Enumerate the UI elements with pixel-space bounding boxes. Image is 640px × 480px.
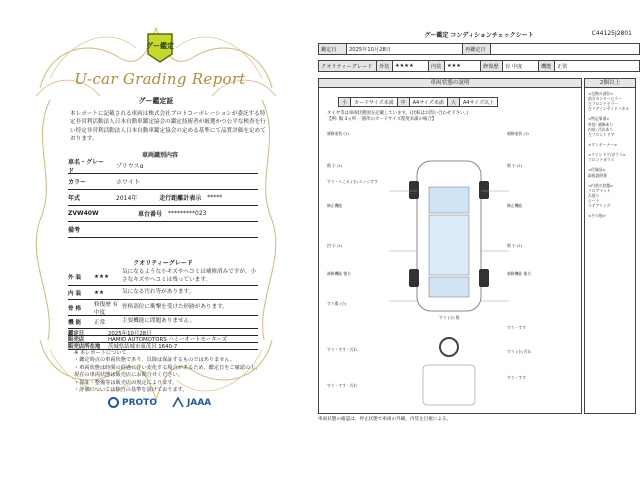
row-label: 車台番号 [138,211,163,218]
side-heading: 2個以上 [585,79,635,88]
side-note-line: 左フロントドア [588,131,615,137]
quality-row-frame [68,300,258,316]
note-line: ・鑑定時点の車両状態であり、以降は保証するものではありません。 [74,357,236,364]
quality-row-function [68,316,258,329]
quality-stars: 正常 [94,320,106,326]
side-note-line: フロアマット [588,187,611,193]
wheel-front-left [409,181,419,199]
wheel-rear-left [409,269,419,287]
proto-logo [108,397,157,408]
interior-label: 内装 [429,61,445,72]
jaaa-mark-icon [172,397,184,408]
legend-desc: A4サイズ未満 [409,98,447,107]
legend-size: 大 [447,98,459,107]
callout-label: 補修塗装 (1) [327,131,349,136]
function-label: 機能 [539,61,555,72]
side-note-line: <内装の状態> [588,182,614,188]
legend-note-line: 【例: 傷 3ヵ所 一箇所のカードサイズ程度未満の場合】 [327,117,437,122]
row-label: 年式 [68,195,81,202]
side-note-line: ステアリング [588,203,611,209]
vehicle-row-name [68,158,258,174]
legend-size: 小 [339,98,351,107]
legend-note [327,111,577,123]
row-value: プリウスα [116,163,144,170]
callout-label: すり (小) 汚れ [507,349,532,354]
side-note-line: 前方センターピラー [588,96,623,102]
certificate-intro-text: 本レポートに記載される車両は株式会社プロトコーポレーションが委託する特定非営利活動法人日本自動車鑑定協会の鑑定技術者が厳選かつ公平な検査を行い特定非営利活動法人日本自動車鑑定協会の定める基準にて品質評価を定めております。 [70,111,266,143]
side-note-line: 外装: 補修あり [588,121,614,127]
info-value: HAMID AUTOMOTORS ハミーオートモーターズ [108,337,228,343]
repair-value: 有 中度 [503,61,539,72]
callout-label: 補修機能 後方 [327,271,351,276]
callout-label: すり・へこみ (小) エッジすす [327,179,378,184]
side-notes [585,88,635,221]
side-note-line: 取扱説明書 [588,172,607,178]
interior-seats [423,365,475,405]
vehicle-row-color [68,174,258,190]
quality-row-exterior [68,268,258,286]
row-value: 2014年 [116,195,138,202]
callout-label: 補修塗装 (1) [507,131,529,136]
quality-stars: ★★★ [94,273,110,280]
info-label: 販売店 [68,337,85,343]
ornament-left-icon [30,100,60,340]
legend-size: 中 [397,98,409,107]
callout-label: 修正機能 [507,203,523,208]
side-note-line: <ウインドウ/ガラス> [588,152,626,158]
windshield-glass [429,187,469,213]
row-value: ホワイト [116,179,140,186]
info-row-address [68,343,258,350]
quality-desc: 気になる汚れ等があります。 [122,288,195,295]
vehicle-row-model [68,206,258,222]
function-value: 正常 [555,61,640,72]
note-line: ・保証・整備等は販売店の規定によります。 [74,379,178,386]
side-note-line: フロントガラス [588,157,615,163]
steering-wheel-icon [440,338,458,356]
row-label: 走行距離計表示 [159,195,202,202]
svg-text:グー鑑定: グー鑑定 [146,42,174,50]
legend-desc: A4サイズ以上 [459,98,497,107]
wheel-front-right [479,181,489,199]
callout-label: 傷 小 (1) [327,163,343,168]
quality-stars: 修復歴 有中度 [94,301,119,316]
side-note-line: 天張り [588,192,600,198]
car-diagram [389,151,509,411]
callout-label: すり傷 (小) [327,301,347,306]
row-value: ***** [207,194,223,201]
sheet-title: グー鑑定 コンディションチェックシート [424,32,534,39]
legend-note-line: タイヤ等は車両状態図を記載しています。(比較はお問い合わせ下さい。) [327,111,469,116]
date-value: 2025年10月28日 [347,44,463,55]
side-note-line: <特記事項> [588,116,610,122]
grade-row [318,60,640,72]
info-value: 2025年10月28日 [108,330,152,337]
date-label: 鑑定日 [319,44,347,55]
vehicle-state-panel [318,78,582,414]
quality-grade-label: クオリティーグレード [319,61,377,72]
quality-desc: 主要機能に問題ありません。 [122,318,196,325]
vehicle-state-heading: 車両状態の説明 [319,79,581,88]
exterior-value: ★★★★ [393,61,429,72]
proto-text: PROTO [122,397,157,408]
certificate-title: U-car Grading Report [74,70,246,88]
callout-label: 修正機能 [327,203,343,208]
interior-value: ★★★ [445,61,481,72]
side-note-line: <その他> [588,213,606,219]
proto-mark-icon [108,397,119,408]
rear-glass [429,277,469,297]
vehicle-row-year [68,190,258,206]
recheck-value [491,44,640,55]
goo-kantei-logo [146,32,174,64]
recheck-label: 再鑑定日 [463,44,491,55]
callout-label: すり・すす [507,375,527,380]
side-note-line: 左リアインサイドパネル [588,106,630,112]
side-note-line: 内装: 汚れあり [588,126,614,132]
note-line: ※ 本レポートについて [74,350,127,356]
vehicle-id-heading: 車両識別内容 [141,152,178,159]
quality-label: 内 装 [68,290,82,297]
callout-label: 傷 小 (1) [507,243,523,248]
row-label: 車名・グレード [68,158,105,175]
side-note-line: <ワンオーナー> [588,141,618,147]
info-value: 茨城県結城市東茂呂 1640-7 [108,344,178,350]
side-note-line: <付属品> [588,167,606,173]
quality-stars: ★★ [94,289,105,296]
note-line: ・評価については独自の基準を設けております。 [74,387,188,394]
callout-label: すり・すす [507,325,527,330]
callout-label: すり (小) 数 [439,315,460,320]
size-legend [338,97,498,107]
notes-column [584,78,636,414]
side-note-line: <交換の部位> [588,91,614,96]
callout-label: すり・すす・汚れ [327,383,358,388]
row-label: カラー [68,179,87,186]
repair-label: 修復歴 [481,61,503,72]
cabin-roof [429,215,469,275]
quality-desc: 気になるような小キズやヘコミは補修済みですが、小さなキズやヘコミは残っています。 [122,269,257,283]
wheel-rear-right [479,269,489,287]
quality-label: 機 能 [68,320,82,326]
info-label: 販売店所在地 [68,344,101,350]
vehicle-row-remarks [68,222,258,238]
callout-label: 傷 小 (1) [507,163,523,168]
info-label: 鑑定日 [68,330,85,337]
date-row [318,43,640,55]
document-code: C44125J2801 [591,30,632,37]
quality-label: 外 装 [68,274,82,281]
legend-desc: カードサイズ未満 [351,98,398,107]
callout-label: 凹 小 (1) [327,243,343,248]
quality-grade-heading: クオリティーグレード [133,260,193,267]
side-note-line: シート [588,197,600,203]
certificate-notes [74,350,264,394]
note-line: ・車両状態は時間の経過に伴い変化する場合があるため、鑑定日をご確認の上、現在の車両状態は販売店にお問合せください。 [74,364,261,379]
certificate-subtitle: グー鑑定証 [138,97,174,105]
callout-label: 補修機能 後方 [507,271,531,276]
callout-label: すり・すす・汚れ [327,347,358,352]
side-note-line: 左フロントピラー [588,101,619,107]
jaaa-logo [172,397,211,408]
quality-row-interior [68,286,258,300]
quality-desc: 骨格部位に衝撃を受けた形跡があります。 [122,303,228,310]
jaaa-text: JAAA [187,397,212,408]
row-label: ZVW40W [68,210,99,217]
row-label: 備考 [68,227,81,234]
condition-check-sheet [318,0,640,480]
quality-label: 骨 格 [68,305,82,312]
exterior-label: 外装 [377,61,393,72]
row-value: *********023 [168,210,207,217]
grading-certificate [0,0,312,480]
footer-note: 車両状態の確認は、停止状態で車両の外観、内装を目視による。 [318,417,452,422]
